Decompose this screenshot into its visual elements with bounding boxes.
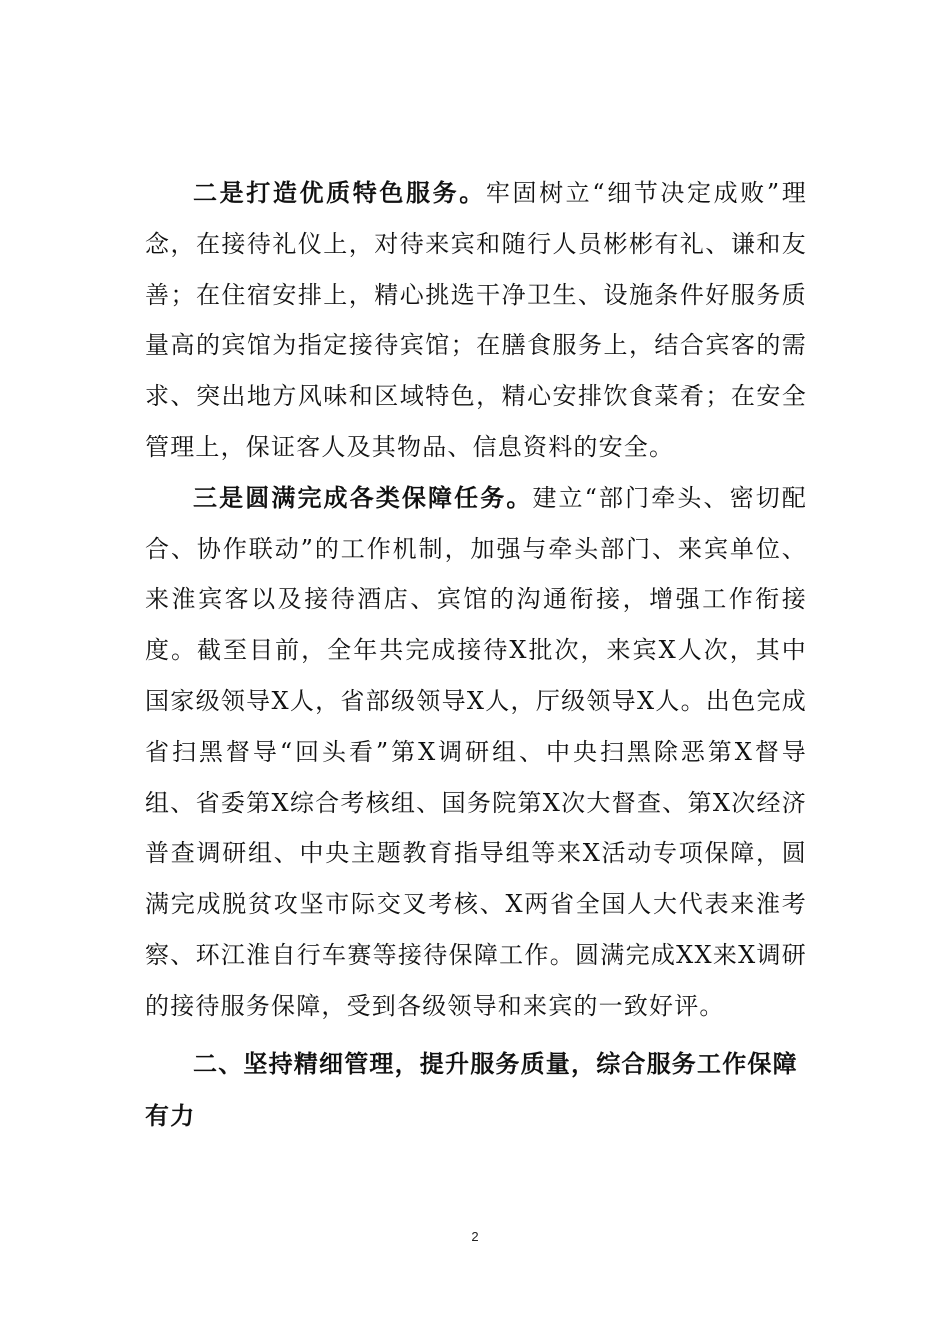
document-body: [145, 168, 807, 1142]
page-number: 2: [471, 1229, 479, 1244]
section-heading: 二、坚持精细管理，提升服务质量，综合服务工作保障有力: [145, 1049, 798, 1130]
paragraph-support-tasks: [145, 473, 807, 1032]
paragraph-text: 牢固树立“细节决定成败”理念，在接待礼仪上，对待来宾和随行人员彬彬有礼、谦和友善；在住宿安排上，精心挑选干净卫生、设施条件好服务质量高的宾馆为指定接待宾馆；在膳食服务上，结合宾客的需求、突出地方风味和区域特色，精心安排饮食菜肴；在安全管理上，保证客人及其物品、信息资料的安全。: [145, 179, 808, 461]
paragraph-service-quality: [145, 168, 807, 473]
paragraph-lead: 二是打造优质特色服务。: [193, 179, 486, 207]
paragraph-text: 建立“部门牵头、密切配合、协作联动”的工作机制，加强与牵头部门、来宾单位、来淮宾客以及接待酒店、宾馆的沟通衔接，增强工作衔接度。截至目前，全年共完成接待X批次，来宾X人次，其中国家级领导X人，省部级领导X人，厅级领导X人。出色完成省扫黑督导“回头看”第X调研组、中央扫黑除恶第X督导组、省委第X综合考核组、国务院第X次大督查、第X次经济普查调研组、中央主题教育指导组等来X活动专项保障，圆满完成脱贫攻坚市际交叉考核、X两省全国人大代表来淮考察、环江淮自行车赛等接待保障工作。圆满完成XX来X调研的接待服务保障，受到各级领导和来宾的一致好评。: [145, 483, 808, 1020]
paragraph-lead: 三是圆满完成各类保障任务。: [193, 483, 533, 512]
